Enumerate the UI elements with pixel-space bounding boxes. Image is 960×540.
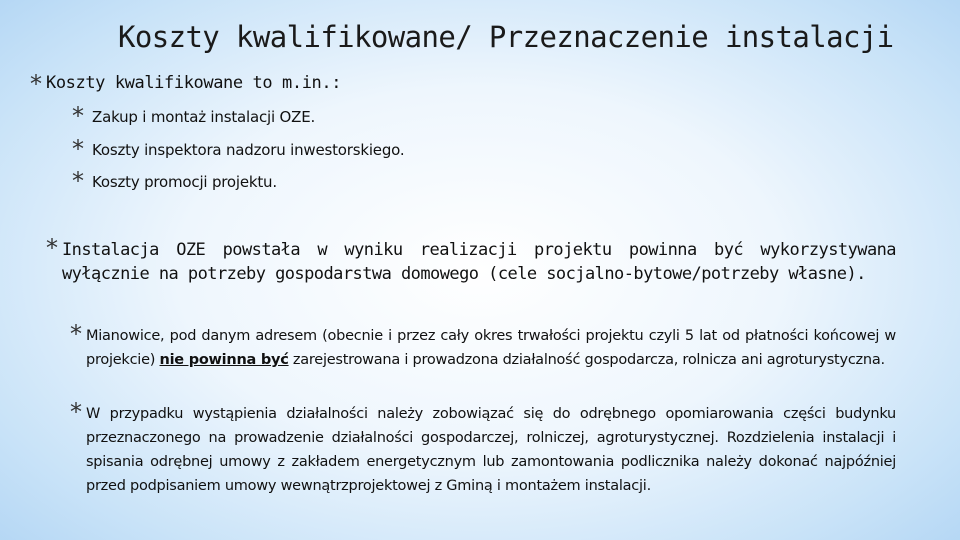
list-item [92,141,404,159]
list-item-text: Zakup i montaż instalacji OZE. [92,108,316,126]
bullet-star-icon: * [46,234,58,262]
list-item [92,173,277,191]
bullet-star-icon: * [70,320,82,348]
section1-heading-text: Koszty kwalifikowane to m.in.: [46,73,342,93]
sub-paragraph-metering [86,402,896,498]
bullet-star-icon: * [30,70,42,98]
sub2-text: W przypadku wystąpienia działalności należy zobowiązać się do odrębnego opomiarowania części budynku przeznaczonego na prowadzenie działalności gospodarczej, rolniczej, agroturystycznej. Rozdzielenia instalacji i spisania odrębnej umowy z zakładem energetycznym lub zamontowania podlicznika należy dokonać najpóźniej przed podpisaniem umowy wewnątrzprojektowej z Gminą i montażem instalacji. [86,406,896,494]
bullet-star-icon: * [72,135,84,163]
slide-title: Koszty kwalifikowane/ Przeznaczenie instalacji [118,20,894,54]
section1-heading [46,72,341,93]
sub1-before-text: Mianowice, pod danym adresem (obecnie i przez cały okres trwałości projektu czyli 5 lat od płatności końcowej w projekcie) [86,328,896,368]
bullet-star-icon: * [72,102,84,130]
list-item-text: Koszty promocji projektu. [92,173,277,191]
bullet-star-icon: * [70,398,82,426]
section2-paragraph [62,238,896,286]
sub1-after-text: zarejestrowana i prowadzona działalność gospodarcza, rolnicza ani agroturystyczna. [292,352,885,368]
sub-paragraph-residence [86,324,896,372]
list-item [92,108,315,126]
list-item-text: Koszty inspektora nadzoru inwestorskiego. [92,141,405,159]
section2-text: Instalacja OZE powstała w wyniku realizacji projektu powinna być wykorzystywana wyłącznie na potrzeby gospodarstwa domowego (cele socjalno-bytowe/potrzeby własne). [62,240,896,284]
bullet-star-icon: * [72,167,84,195]
sub1-emphasis-text: nie powinna być [159,352,289,368]
